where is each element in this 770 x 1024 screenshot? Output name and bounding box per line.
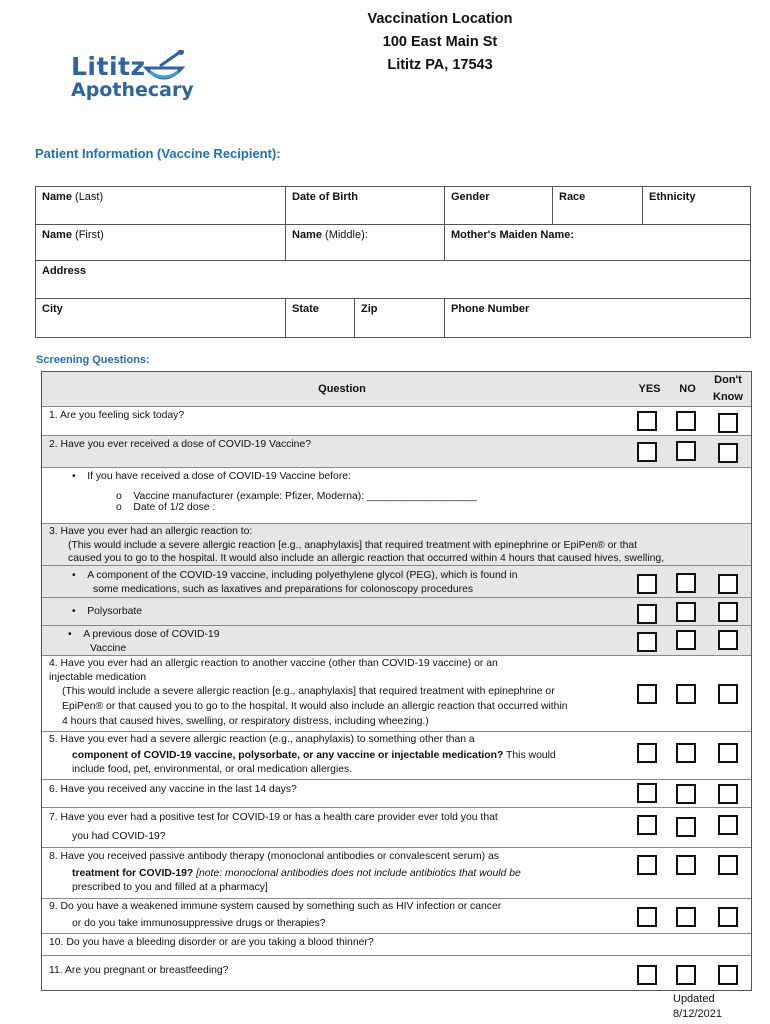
q9-yes-checkbox[interactable] [637, 907, 657, 927]
updated-label: Updated [673, 993, 715, 1005]
col-question: Question [318, 383, 366, 395]
q7-no-checkbox[interactable] [676, 817, 696, 837]
dob-field[interactable]: Date of Birth [286, 187, 445, 225]
q8-dont-know-checkbox[interactable] [718, 855, 738, 875]
question-4-3: (This would include a severe allergic reaction [e.g., anaphylaxis] that required treatment with epinephrine or [62, 686, 555, 697]
q6-no-checkbox[interactable] [676, 784, 696, 804]
question-9: 9. Do you have a weakened immune system caused by something such as HIV infection or cancer [49, 901, 502, 912]
q3a-dont-know-checkbox[interactable] [718, 574, 738, 594]
question-3c-2: Vaccine [90, 643, 127, 654]
question-3b: • Polysorbate [72, 606, 143, 617]
q3b-yes-checkbox[interactable] [637, 604, 657, 624]
question-4-2: injectable medication [49, 672, 147, 683]
question-9-2: or do you take immunosuppressive drugs or therapies? [72, 918, 326, 929]
phone-field[interactable]: Phone Number [445, 299, 751, 338]
q5-dont-know-checkbox[interactable] [718, 743, 738, 763]
mortar-pestle-icon [140, 50, 188, 88]
question-6: 6. Have you received any vaccine in the last 14 days? [49, 784, 297, 795]
q3a-yes-checkbox[interactable] [637, 574, 657, 594]
updated-date: 8/12/2021 [673, 1008, 722, 1020]
name-last-field[interactable]: Name (Last) [36, 187, 286, 225]
screening-title: Screening Questions: [36, 354, 150, 366]
q5-yes-checkbox[interactable] [637, 743, 657, 763]
maiden-name-field[interactable]: Mother's Maiden Name: [445, 225, 751, 261]
q4-dont-know-checkbox[interactable] [718, 684, 738, 704]
ethnicity-field[interactable]: Ethnicity [643, 187, 751, 225]
question-7: 7. Have you ever had a positive test for COVID-19 or has a health care provider ever told you that [49, 812, 498, 823]
question-2: 2. Have you ever received a dose of COVID-19 Vaccine? [49, 439, 312, 450]
question-3-desc2: caused you to go to the hospital. It would also include an allergic reaction that occurred within 4 hours that caused hives, swelling, [68, 553, 665, 564]
question-2-sub1: o Vaccine manufacturer (example: Pfizer, Moderna): ___________________ [116, 491, 477, 502]
q5-no-checkbox[interactable] [676, 743, 696, 763]
race-field[interactable]: Race [553, 187, 643, 225]
q7-dont-know-checkbox[interactable] [718, 815, 738, 835]
q3c-dont-know-checkbox[interactable] [718, 630, 738, 650]
gender-field[interactable]: Gender [445, 187, 553, 225]
q1-no-checkbox[interactable] [676, 411, 696, 431]
q4-yes-checkbox[interactable] [637, 684, 657, 704]
q11-dont-know-checkbox[interactable] [718, 965, 738, 985]
question-4-4: EpiPen® or that caused you to go to the hospital. It would also include an allergic reaction that occurred within [62, 701, 568, 712]
question-3a-2: some medications, such as laxatives and preparations for colonoscopy procedures [93, 584, 474, 595]
question-8: 8. Have you received passive antibody therapy (monoclonal antibodies or convalescent serum) as [49, 851, 499, 862]
q7-yes-checkbox[interactable] [637, 815, 657, 835]
q3c-yes-checkbox[interactable] [637, 632, 657, 652]
logo-line2: Apothecary [71, 79, 194, 101]
q2-dont-know-checkbox[interactable] [718, 443, 738, 463]
question-2-bullet: • If you have received a dose of COVID-19 Vaccine before: [72, 471, 351, 482]
q3a-no-checkbox[interactable] [676, 573, 696, 593]
question-5: 5. Have you ever had a severe allergic reaction (e.g., anaphylaxis) to something other than a [49, 734, 475, 745]
col-dont-know-2: Know [713, 391, 743, 403]
patient-info-table [35, 186, 751, 338]
city-field[interactable]: City [36, 299, 286, 338]
question-2-sub2: o Date of 1/2 dose : [116, 502, 216, 513]
q8-no-checkbox[interactable] [676, 855, 696, 875]
q3b-no-checkbox[interactable] [676, 602, 696, 622]
question-5-2: component of COVID-19 vaccine, polysorbate, or any vaccine or injectable medication? This would [72, 750, 556, 761]
question-11: 11. Are you pregnant or breastfeeding? [49, 965, 229, 976]
q1-dont-know-checkbox[interactable] [718, 413, 738, 433]
question-3: 3. Have you ever had an allergic reaction to: [49, 526, 253, 537]
col-yes: YES [638, 383, 661, 395]
question-7-2: you had COVID-19? [72, 831, 166, 842]
q11-yes-checkbox[interactable] [637, 965, 657, 985]
col-dont-know-1: Don't [714, 374, 742, 386]
q6-yes-checkbox[interactable] [637, 783, 657, 803]
q3b-dont-know-checkbox[interactable] [718, 602, 738, 622]
question-8-3: prescribed to you and filled at a pharmacy] [72, 882, 268, 893]
question-3c: • A previous dose of COVID-19 [68, 629, 220, 640]
q8-yes-checkbox[interactable] [637, 855, 657, 875]
q9-no-checkbox[interactable] [676, 907, 696, 927]
q1-yes-checkbox[interactable] [637, 411, 657, 431]
location-address: 100 East Main St [382, 34, 498, 50]
logo-line1: Lititz [71, 52, 146, 81]
question-3a: • A component of the COVID-19 vaccine, including polyethylene glycol (PEG), which is found in [72, 570, 518, 581]
location-title: Vaccination Location [367, 11, 513, 27]
name-first-field[interactable]: Name (First) [36, 225, 286, 261]
screening-table [41, 371, 752, 991]
name-middle-field[interactable]: Name (Middle): [286, 225, 445, 261]
question-3-desc1: (This would include a severe allergic reaction [e.g., anaphylaxis] that required treatment with epinephrine or EpiPen® or that [68, 540, 638, 551]
question-10: 10. Do you have a bleeding disorder or are you taking a blood thinner? [49, 937, 374, 948]
q3c-no-checkbox[interactable] [676, 630, 696, 650]
q6-dont-know-checkbox[interactable] [718, 784, 738, 804]
question-5-3: include food, pet, environmental, or oral medication allergies. [72, 764, 353, 775]
question-4: 4. Have you ever had an allergic reaction to another vaccine (other than COVID-19 vaccine) or an [49, 658, 498, 669]
question-1: 1. Are you feeling sick today? [49, 410, 185, 421]
question-4-5: 4 hours that caused hives, swelling, or respiratory distress, including wheezing.) [62, 716, 429, 727]
zip-field[interactable]: Zip [361, 303, 378, 315]
address-field[interactable]: Address [36, 261, 751, 299]
q2-no-checkbox[interactable] [676, 441, 696, 461]
q4-no-checkbox[interactable] [676, 684, 696, 704]
location-city: Lititz PA, 17543 [387, 57, 493, 73]
q9-dont-know-checkbox[interactable] [718, 907, 738, 927]
patient-section-title: Patient Information (Vaccine Recipient): [35, 146, 281, 161]
q2-yes-checkbox[interactable] [637, 442, 657, 462]
q11-no-checkbox[interactable] [676, 965, 696, 985]
question-8-2: treatment for COVID-19? [note: monoclonal antibodies does not include antibiotics that would be [72, 868, 521, 879]
state-field[interactable]: State [286, 299, 355, 337]
col-no: NO [679, 383, 696, 395]
